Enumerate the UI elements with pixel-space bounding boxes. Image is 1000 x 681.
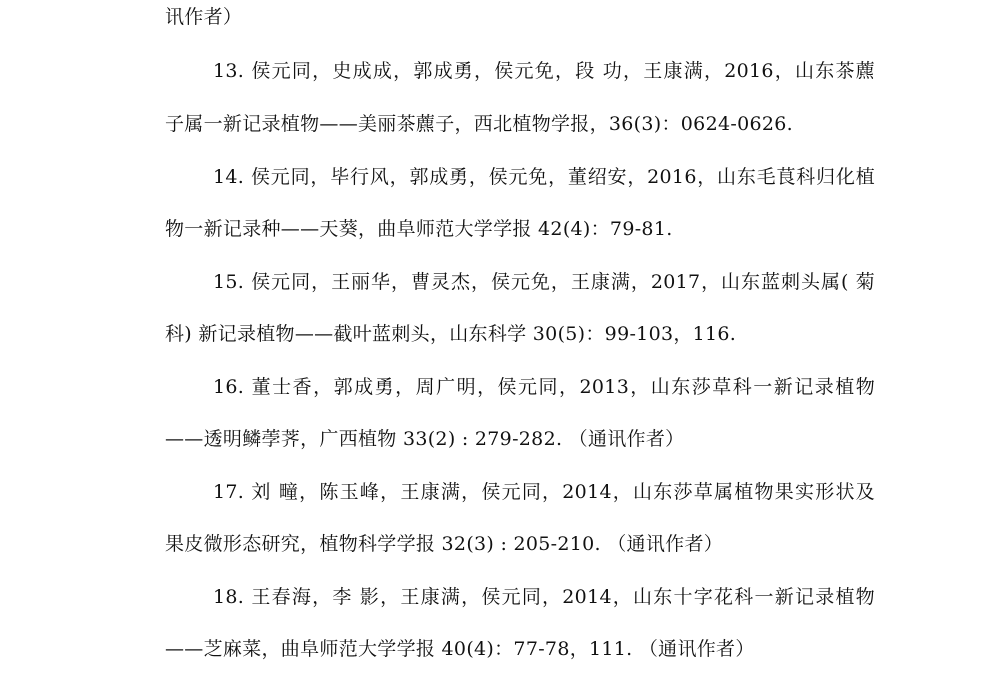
reference-17-line-1: 17. 刘 疃，陈玉峰，王康满，侯元同，2014，山东莎草属植物果实形状及 <box>213 481 875 503</box>
reference-14-line-1: 14. 侯元同，毕行风，郭成勇，侯元免，董绍安，2016，山东毛茛科归化植 <box>213 166 875 188</box>
reference-15-line-2: 科) 新记录植物——截叶蓝刺头，山东科学 30(5)：99-103，116. <box>165 323 737 345</box>
reference-18-line-2: ——芝麻菜，曲阜师范大学学报 40(4)：77-78，111. （通讯作者） <box>165 638 755 660</box>
reference-14-line-2: 物一新记录种——天葵，曲阜师范大学学报 42(4)：79-81. <box>165 218 673 240</box>
reference-16-line-2: ——透明鳞荸荠，广西植物 33(2) : 279-282. （通讯作者） <box>165 428 685 450</box>
reference-15-line-1: 15. 侯元同，王丽华，曹灵杰，侯元免，王康满，2017，山东蓝刺头属( 菊 <box>213 271 875 293</box>
reference-13-line-1: 13. 侯元同，史成成，郭成勇，侯元免，段 功，王康满，2016，山东茶藨 <box>213 60 875 82</box>
reference-16-line-1: 16. 董士香，郭成勇，周广明，侯元同，2013，山东莎草科一新记录植物 <box>213 376 875 398</box>
reference-13-line-2: 子属一新记录植物——美丽茶藨子，西北植物学报，36(3)：0624-0626. <box>165 113 793 135</box>
text-line-continuation: 讯作者） <box>165 6 243 28</box>
reference-17-line-2: 果皮微形态研究，植物科学学报 32(3) : 205-210. （通讯作者） <box>165 533 724 555</box>
reference-18-line-1: 18. 王春海，李 影，王康满，侯元同，2014，山东十字花科一新记录植物 <box>213 586 875 608</box>
